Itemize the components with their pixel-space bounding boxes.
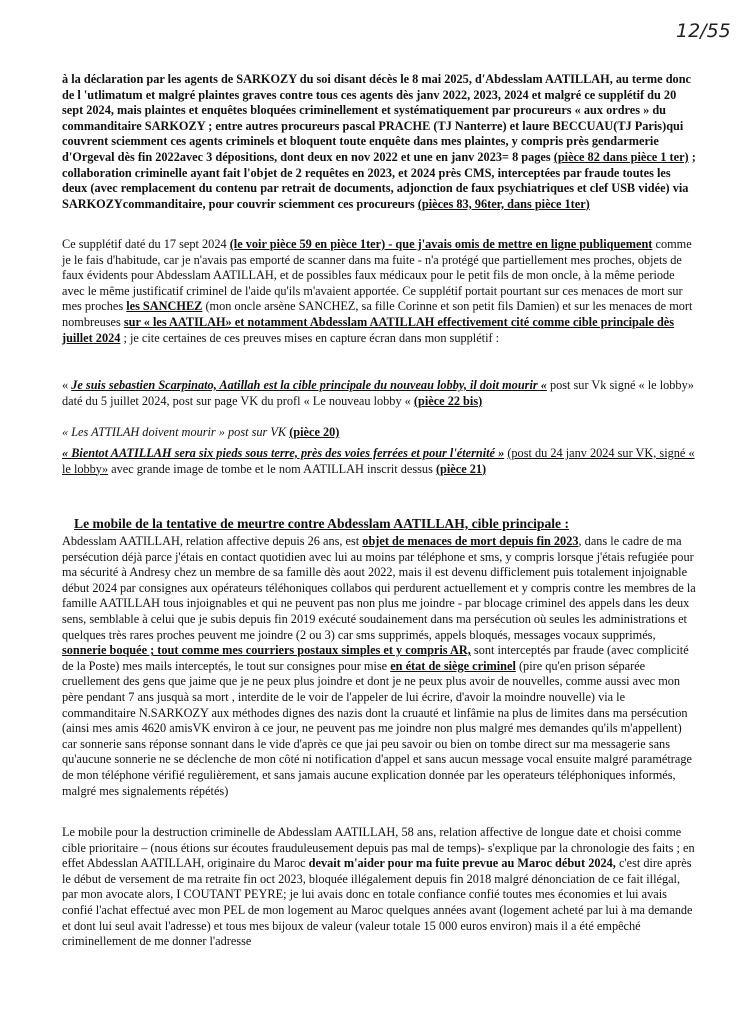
p1-ref-pieces-83: (pièces 83, 96ter, dans pièce 1ter) [417, 196, 590, 211]
quote-3-rest: avec grande image de tombe et le nom AATILLAH inscrit dessus [108, 461, 436, 476]
quote-3 [62, 446, 698, 477]
paragraph-suppletif [62, 237, 698, 346]
p1-text-1: à la déclaration par les agents de SARKOZY du soi disant décès le 8 mai 2025, d'Abdesslam AATILLAH, au terme donc de l 'utlimatum et malgré plaintes graves contre tous ces agents dès janv 2022, 2023, 2024 et malgré ce supplétif du 20 sept 2024, mais plaintes et enquêtes bloquées criminellement et systématiquement par procureurs « aux ordres » du commanditaire SARKOZY ; entre autres procureurs pascal PRACHE (TJ Nanterre) et laure BECCUAU(TJ Paris)qui couvrent sciemment ces agents criminels et bloquent toute enquête dans mes plaintes, y compris près gendarmerie d'Orgeval dès fin 2022avec 3 dépositions, dont deux en nov 2022 et une en janv 2023= 8 pages [62, 72, 691, 164]
p4-text-1: Le mobile pour la destruction criminelle de Abdesslam AATILLAH, 58 ans, relation affective de longue date et choisi comme cible prioritaire – (nous étions sur écoutes frauduleusement depuis pas mal de temps)- s'explique par la chronologie des faits ; en effet Abdesslan AATILLAH, originaire du Maroc [62, 825, 695, 871]
quote-1-rest: post sur Vk signé « le lobby» daté du 5 juillet 2024, post sur page VK du profl « Le nouveau lobby « [62, 378, 694, 408]
p3-blocked-mail: sonnerie boquée ; tout comme mes courriers postaux simples et y compris AR, [62, 643, 471, 658]
p3-text-4: (pire qu'en prison séparée cruellement des gens que jaime que je ne peux plus joindre et dont je ne peux plus avoir de nouvelles, comme aussi avec mon père pendant 7 ans jusquà sa mort , interdite de le voir de l'appeler de lui écrire, d'avoir la moindre nouvelle) via le commanditaire N.SARKOZY aux méthodes dignes des nazis dont la cruauté et linfâmie na plus de limites dans ma persécution (ainsi mes amis 4620 amisVK environ à ce jour, ne peuvent pas me joindre non plus malgré mes demandes qu'ils m'appellent) car sonnerie sans réponse sonnant dans le vide d'après ce que jai peu savoir ou bien on tombe direct sur ma messagerie sans qu'aucune sonnerie ne se déclenche de mon côté ni notification d'appel et sans aucun message vocal ensuite malgré paramétrage de mon téléphone vérifié regulièrement, et sans jamais aucune explication donnée par les operateurs téléphoniques informés, malgré mes signalements répétés) [62, 658, 692, 798]
quote-2-text: « Les ATTILAH doivent mourir » post sur VK [62, 425, 290, 439]
section-heading: Le mobile de la tentative de meurtre contre Abdesslam AATILLAH, cible principale : [74, 516, 569, 531]
quote-3-date: (post du 24 janv 2024 sur VK, signé « le lobby» [62, 446, 695, 476]
p3-text-1: Abdesslam AATILLAH, relation affective depuis 26 ans, est [62, 534, 363, 548]
quote-1-ref: (pièce 22 bis) [413, 393, 483, 408]
p4-maroc: devait m'aider pour ma fuite prevue au Maroc début 2024, [308, 856, 616, 871]
quote-1 [62, 378, 698, 409]
quote-3-ref: (pièce 21) [435, 461, 487, 476]
p1-ref-piece-82: (pièce 82 dans pièce 1 ter) [553, 149, 689, 164]
quote-2 [62, 425, 698, 441]
p4-text-2: c'est dire après le début de versement de ma retraite fin oct 2023, bloquée illégalement depuis fin 2018 malgré dénonciation de ce fait illégal, par mon avocate alors, I COUTANT PEYRE; je lui avais donc en totale confiance confié toutes mes économies et lui avais confié l'achat effectué avec mon PEL de mon logement au Maroc quelques années avant (logement acheté par lui à ma demande et dont lui seul avait l'adresse) et tous mes bijoux de valeur (valeur totale 15 000 euros environ) mais il a été empêché criminellement de me donner l'adresse [62, 856, 693, 949]
paragraph-mobile [62, 534, 698, 799]
p2-ref-piece-59: (le voir pièce 59 en pièce 1ter) - que j'avais omis de mettre en ligne publiquement [229, 237, 653, 251]
p3-text-2: , dans le cadre de ma persécution déjà parce j'étais en contact quotidien avec lui au moins par téléphone et sms, y compris lorsque j'étais refugiée pour ma sécurité à Andresy chez un membre de sa famille dès aout 2022, mais il est devenu difficlement puis totalement injoignable début 2024 par consignes aux opérateurs téléhoniques collabos qui perdurent actuellement et y compris contre les membres de la famille AATILLAH tous injoignables et qui ne peuvent pas non plus me joindre - par blocage criminel des appels dans les deux sens, semblable à celui que je subis depuis fin 2019 exécuté soudainement dans ma persécution où seules les administrations et quelques très rares proches peuvent me joindre (2 ou 3) car sms supprimés, appels bloqués, messages vocaux supprimés, [62, 534, 696, 642]
p2-aatilah-target: sur « les AATILAH» et notamment Abdesslam AATILLAH effectivement cité comme cible principale dès juillet 2024 [62, 314, 675, 345]
p3-threats: objet de menaces de mort depuis fin 2023 [362, 534, 579, 548]
p2-text-2: comme je le fais d'habitude, car je n'avais pas emporté de scanner dans ma fuite - n'a protégé que partiellement mes proches, objets de faux évidents pour Abdesslam AATILLAH, et de possibles faux médicaux pour le petit fils de mon oncle, à la même periode avec le même justificatif criminel de l'aide qu'ils m'avaient apportée. Ce supplétif portait pourtant sur ces menaces de mort sur mes proches [62, 237, 692, 314]
quote-1-open: « [62, 378, 72, 392]
quote-2-ref: (pièce 20) [289, 425, 340, 439]
p2-text-1: Ce supplétif daté du 17 sept 2024 [62, 237, 230, 251]
paragraph-destruction [62, 825, 698, 950]
p2-text-4: ; je cite certaines de ces preuves mises en capture écran dans mon supplétif : [120, 330, 500, 345]
p3-text-3: sont interceptés par fraude (avec complicité de la Poste) mes mails interceptés, le tout sur consignes pour mise [62, 643, 689, 673]
p1-text-2: ; collaboration criminelle ayant fait l'objet de 2 requêtes en 2023, et 2024 près CMS, interceptées par fraude toutes les deux (avec remplacement du contenu par retrait de documents, adjonction de faux psychiatriques et clef USB vidée) via SARKOZYcommanditaire, pour couvrir sciemment ces procureurs [62, 149, 696, 211]
quote-1-text: Je suis sebastien Scarpinato, Aatillah est la cible principale du nouveau lobby, il doit mourir « [71, 378, 547, 392]
p2-sanchez: les SANCHEZ [126, 299, 203, 314]
paragraph-declaration [62, 72, 698, 212]
quote-3-text: « Bientot AATILLAH sera six pieds sous terre, près des voies ferrées et pour l'éternité » [62, 446, 505, 460]
p2-text-3: (mon oncle arsène SANCHEZ, sa fille Corinne et son petit fils Damien) et sur les menaces de mort nombreuses [62, 299, 693, 329]
p3-siege: en état de siège criminel [390, 658, 516, 673]
page-number: 12/55 [676, 20, 731, 42]
